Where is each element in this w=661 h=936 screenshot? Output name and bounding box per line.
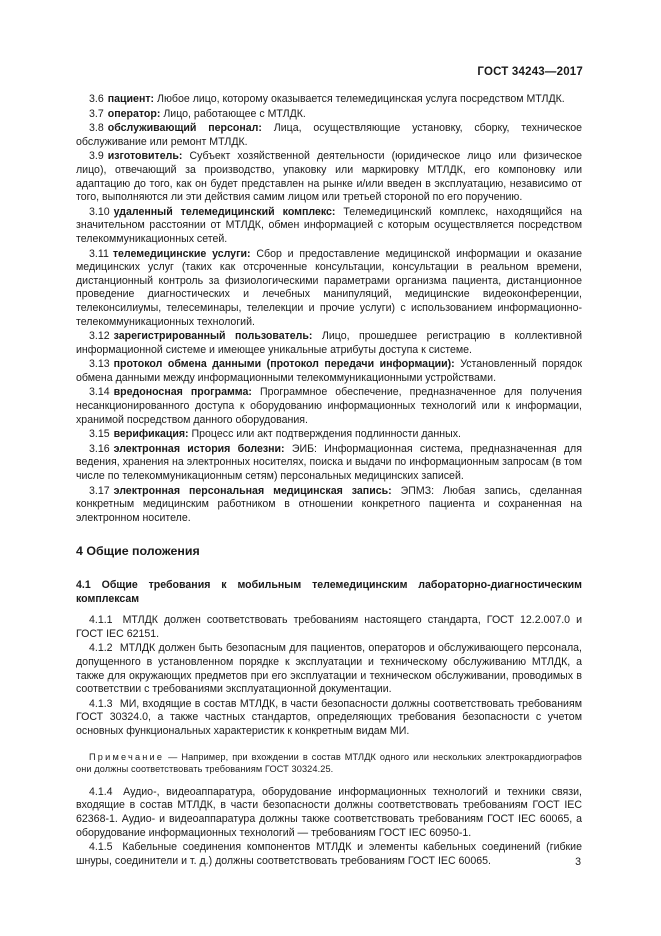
clause-text: Сбор и предоставление медицинской информации и оказание медицинских услуг (таких как отсроченные консультации, консультации в реальном времени, дистанционный контроль за физиологическими параметрами организма пациента, дистанционное проведение диагностических и лечебных манипуляций, медицинские видеоконференции, телеконсилиумы, телесеминары, телелекции и прочие услуги) с использованием информационно-телекоммуникационных технологий. [76, 247, 582, 328]
clause-text: Программное обеспечение, предназначенное для получения несанкционированного доступа к оборудованию информационных технологий или к информации, хранимой посредством данного оборудования. [76, 386, 582, 426]
paragraph [76, 698, 582, 739]
clause-text: ЭИБ: Информационная система, предназначенная для ведения, хранения на электронных носителях, поиска и выдачи по информационным запросам (в том числе по телекоммуникационным сетям) персональных медицинских записей. [76, 442, 582, 483]
term: электронная персональная медицинская запись: [113, 484, 392, 497]
paragraph [76, 248, 582, 330]
clause-number: 3.11 [89, 247, 109, 260]
paragraph [76, 485, 582, 526]
clause-text: МТЛДК должен соответствовать требованиям настоящего стандарта, ГОСТ 12.2.007.0 и ГОСТ IEC 62151. [76, 614, 582, 640]
clause-text: Аудио-, видеоаппаратура, оборудование информационных технологий и техники связи, входящие в состав МТЛДК, в части безопасности должны соответствовать требованиям ГОСТ IEC 62368-1. Аудио- и видеоаппаратура должны также соответствовать требованиям ГОСТ IEC 60065, а оборудование информационных технологий — требованиям ГОСТ IEC 60950-1. [76, 785, 582, 839]
clauses-list [76, 614, 582, 738]
clause-number: 3.10 [89, 205, 110, 218]
note [76, 751, 582, 776]
paragraph [76, 841, 582, 868]
clause-number: 3.15 [89, 428, 110, 441]
clause-text: ЭПМЗ: Любая запись, сделанная конкретным медицинским работником в отношении конкретного пациента и сохраненная на электронном носителе. [76, 484, 582, 524]
paragraph [76, 122, 582, 149]
clause-number: 3.16 [89, 442, 110, 455]
clause-text: МИ, входящие в состав МТЛДК, в части безопасности должны соответствовать требованиям ГОСТ 30324.0, а также частных стандартов, определяющих требования безопасности с учетом основных функциональных характеристик к конкретным видам МИ. [76, 697, 582, 737]
term: вредоносная программа: [113, 386, 252, 399]
clause-number: 4.1.3 [89, 697, 113, 710]
term: удаленный телемедицинский комплекс: [113, 205, 336, 218]
paragraph [76, 786, 582, 840]
clause-text: Установленный порядок обмена данными между информационными телекоммуникационными устройствами. [76, 358, 582, 384]
clause-text: Телемедицинский комплекс, находящийся на значительном расстоянии от МТЛДК, обмен информацией с которым осуществляется посредством телекоммуникационных сетей. [76, 205, 582, 245]
definitions-list [76, 93, 582, 525]
standard-header: ГОСТ 34243—2017 [477, 66, 583, 78]
clause-number: 3.14 [89, 386, 110, 399]
subsection-title: 4.1 Общие требования к мобильным телемедицинским лабораторно-диагностическим комплексам [76, 579, 582, 605]
clauses-list-2 [76, 786, 582, 869]
note-text: — Например, при вхождении в состав МТЛДК одного или нескольких электрокардиографов они должны соответствовать требованиям ГОСТ 30324.25. [76, 751, 582, 775]
document-body [76, 93, 582, 869]
clause-number: 3.9 [89, 150, 104, 163]
clause-text: Процесс или акт подтверждения подлинности данных. [188, 428, 461, 441]
clause-number: 4.1.2 [89, 642, 113, 655]
clause-number: 3.6 [89, 93, 104, 105]
clause-number: 3.13 [89, 358, 110, 371]
clause-number: 4.1.4 [89, 785, 113, 798]
clause-number: 4.1.5 [89, 841, 113, 854]
clause-text: Любое лицо, которому оказывается телемедицинская услуга посредством МТЛДК. [154, 93, 565, 105]
clause-number: 3.7 [89, 107, 104, 120]
clause-text: МТЛДК должен быть безопасным для пациентов, операторов и обслуживающего персонала, допущенного в установленном порядке к эксплуатации и техническому обслуживанию МТЛДК, а также для окружающих предметов при его эксплуатации и техническом обслуживании, проводимых в соответствии с требованиями эксплуатационной документации. [76, 642, 582, 696]
clause-number: 3.8 [89, 122, 104, 135]
page-number: 3 [575, 856, 581, 868]
paragraph [76, 386, 582, 427]
clause-text: Лицо, прошедшее регистрацию в коллективной информационной системе и имеющее уникальные атрибуты доступа к системе. [76, 330, 583, 356]
paragraph [76, 108, 582, 122]
paragraph [76, 206, 582, 247]
term: протокол обмена данными (протокол передачи информации): [113, 358, 455, 371]
note-label: Примечание [89, 751, 165, 762]
term: телемедицинские услуги: [112, 247, 251, 260]
term: обслуживающий персонал: [107, 122, 262, 135]
clause-text: Кабельные соединения компонентов МТЛДК и элементы кабельных соединений (гибкие шнуры, соединители и т. д.) должны соответствовать требованиям ГОСТ IEC 60065. [76, 841, 582, 867]
paragraph [76, 614, 582, 641]
paragraph [76, 150, 582, 204]
clause-number: 3.17 [89, 484, 110, 497]
clause-number: 4.1.1 [89, 614, 113, 627]
paragraph [76, 330, 582, 357]
clause-number: 3.12 [89, 330, 110, 343]
term: верификация: [113, 428, 189, 441]
paragraph [76, 428, 582, 442]
clause-text: Лица, осуществляющие установку, сборку, техническое обслуживание или ремонт МТЛДК. [76, 122, 583, 148]
paragraph [76, 642, 582, 696]
term: оператор: [107, 107, 161, 120]
term: изготовитель: [107, 150, 183, 163]
clause-text: Лицо, работающее с МТЛДК. [160, 107, 306, 120]
paragraph [76, 358, 582, 385]
clause-text: Субъект хозяйственной деятельности (юридическое лицо или физическое лицо), отвечающий за производство, упаковку или маркировку МТЛДК, его компоновку или адаптацию до того, как он будет представлен на рынке и/или введен в эксплуатацию, независимо от того, выполняются ли эти действия самим лицом или третьей стороной по его поручению. [76, 150, 582, 204]
term: зарегистрированный пользователь: [113, 330, 313, 343]
term: электронная история болезни: [113, 442, 285, 455]
paragraph [76, 443, 582, 484]
term: пациент: [107, 93, 155, 105]
section-title: 4 Общие положения [76, 544, 200, 559]
paragraph [76, 93, 582, 107]
